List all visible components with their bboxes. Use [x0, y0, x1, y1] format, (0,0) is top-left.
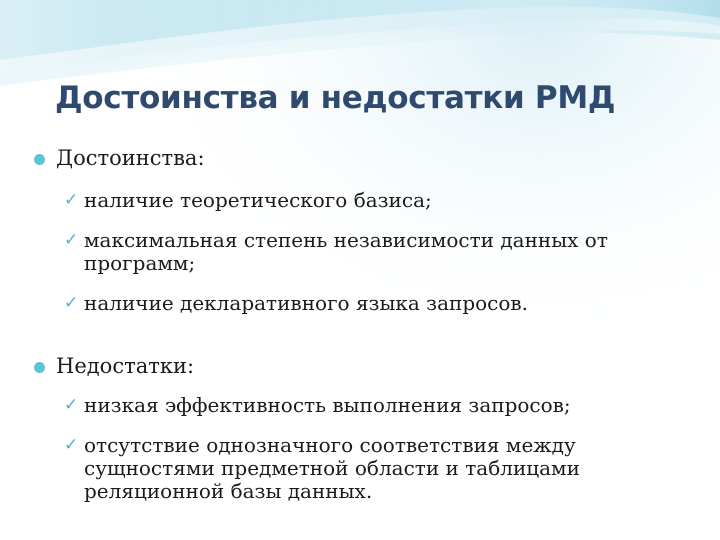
list-item: [64, 292, 644, 315]
bullet-dot: [34, 362, 45, 373]
list-item-text: наличие декларативного языка запросов.: [84, 291, 529, 315]
list-item: [64, 394, 644, 417]
slide-title: Достоинства и недостатки РМД: [55, 80, 616, 116]
check-icon: ✓: [64, 395, 79, 415]
list-item-text: максимальная степень независимости данных от программ;: [84, 228, 608, 275]
list-item-text: наличие теоретического базиса;: [84, 188, 432, 212]
section-heading: Недостатки:: [56, 354, 195, 378]
check-icon: ✓: [64, 230, 79, 250]
bullet-dot: [34, 154, 45, 165]
list-item-text: отсутствие однозначного соответствия между сущностями предметной области и таблицами реляционной базы данных.: [84, 433, 580, 503]
check-icon: ✓: [64, 435, 79, 455]
check-icon: ✓: [64, 190, 79, 210]
check-icon: ✓: [64, 293, 79, 313]
list-item: [64, 229, 644, 275]
list-item-text: низкая эффективность выполнения запросов;: [84, 393, 571, 417]
list-item: [64, 189, 644, 212]
list-item: [64, 434, 644, 503]
section-heading: Достоинства:: [56, 146, 205, 170]
